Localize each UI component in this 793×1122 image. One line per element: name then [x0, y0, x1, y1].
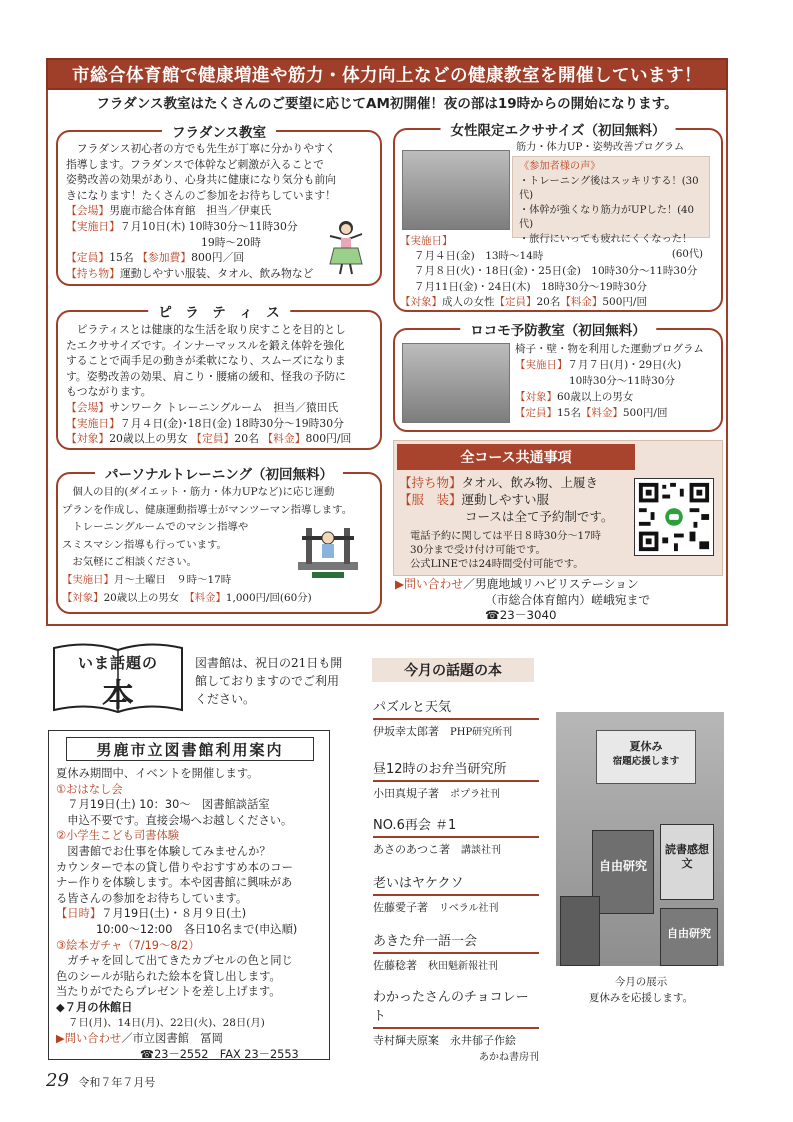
main-banner: 市総合体育館で健康増進や筋力・体力向上などの健康教室を開催しています！: [46, 58, 728, 90]
library-info-body: 夏休み期間中、イベントを開催します。 ①おはなし会 ７月19日(土) 10：30～ 図書館談話室 申込不要です。直接会場へお越しください。 ②小学生こども司書体験 図書館でお仕事を体験してみませんか？ カウンターで本の貸し借りやおすすめ本のコー ナー作りを体験します。本や図書館に興味があ る皆さんの参加をお待ちしています。 【日時】７月19日(土)・８月９日(土) 10:00～12:00 各日10名まで(申込順) ③絵本ガチャ（7/19～8/2） ガチャを回して出てきたカプセルの色と同じ 色のシールが貼られた絵本を貸し出します。 当たりがでたらプレゼントを差し上げます。 ◆７月の休館日 ７日(月)、14日(月)、22日(火)、28日(月) ▶問い合わせ／市立図書館 冨岡 ☎23－2552 FAX 23－2553: [56, 766, 328, 1062]
women-exercise-photo: [402, 150, 510, 230]
hula-dancer-illustration: [322, 218, 370, 276]
library-info-title: 男鹿市立図書館利用案内: [66, 737, 314, 761]
locomo-photo: [402, 343, 510, 423]
library-phone[interactable]: ☎23－2552 FAX 23－2553: [140, 1047, 299, 1061]
book-item: パズルと天気 伊坂幸太郎著 PHP研究所刊: [373, 696, 539, 758]
contact-label: ▶問い合わせ: [395, 577, 464, 591]
book-list: [373, 696, 539, 1063]
page-footer: [46, 1070, 155, 1091]
common-info-title: 全コース共通事項: [397, 444, 635, 470]
pilates-title: ピ ラ テ ィ ス: [148, 301, 290, 321]
women-program: 筋力・体力UP・姿勢改善プログラム: [516, 142, 685, 153]
hula-description: フラダンス初心者の方でも先生が丁寧に分かりやすく 指導します。フラダンスで体幹など刺激が入ることで 姿勢改善の効果があり、心身共に健康になり気分も前向 きになります！たくさんのご参加をお待ちしています！ 【会場】男鹿市総合体育館 担当／伊東氏 【実施日】７月10日(木) 10時30分～11時30分 19時～20時 【定員】15名 【参加費】800円／回 【持ち物】運動しやすい服装、タオル、飲み物など: [66, 142, 336, 280]
display-caption: 今月の展示 夏休みを応援します。: [588, 976, 694, 1004]
women-exercise-title: 女性限定エクササイズ（初回無料）: [441, 119, 676, 139]
women-exercise-details: 【実施日】 ７月４日(金) 13時～14時 ７月８日(火)・18日(金)・25日(金) 10時30分～11時30分 ７月11日(金)・24日(木) 18時30分～19時30分 【対象】成人の女性【定員】20名【料金】500円/回: [400, 235, 698, 308]
display-book-3: 自由研究: [660, 908, 718, 966]
personal-training-title: パーソナルトレーニング（初回無料）: [95, 463, 343, 483]
logo-top-text: いま話題の: [77, 654, 158, 672]
training-machine-illustration: [292, 522, 364, 584]
library-holiday-notice: 図書館は、祝日の21日も開 館しておりますのでご利用 ください。: [195, 656, 343, 706]
book-item: NO.6再会 ＃1 あさのあつこ著 講談社刊: [373, 814, 539, 872]
book-item: あきた弁一語一会 佐藤稔著 秋田魁新報社刊: [373, 930, 539, 986]
contact-phone[interactable]: ☎23－3040: [485, 608, 557, 622]
locomo-details: 椅子・壁・物を利用した運動プログラム 【実施日】７月７日(月)・29日(火) 10時30分～11時30分 【対象】60歳以上の男女 【定員】15名【料金】500円/回: [515, 343, 704, 419]
locomo-title: ロコモ予防教室（初回無料）: [460, 319, 656, 339]
display-sign: 夏休み 宿題応援します: [596, 730, 696, 784]
common-info-details: 【持ち物】タオル、飲み物、上履き 【服 装】運動しやすい服 コースは全て予約制です。: [399, 475, 614, 524]
personal-training-description: 個人の目的(ダイエット・筋力・体力UPなど)に応じ運動 プランを作成し、健康運動指導士がマンツーマン指導します。 トレーニングルームでのマシン指導や スミスマシン指導も行っています。 お気軽にご相談ください。 【実施日】月～土曜日 ９時～17時 【対象】20歳以上の男女 【料金】1,000円/回(60分): [62, 486, 353, 604]
display-book-1: 自由研究: [592, 830, 654, 914]
book-item: わかったさんのチョコレート 寺村輝夫原案 永井郁子作絵 あかね書房刊: [373, 990, 539, 1063]
issue-label: 令和７年７月号: [78, 1076, 156, 1089]
page-number: 29: [46, 1070, 69, 1091]
common-contact: ▶問い合わせ／男鹿地域リハビリステーション （市総合体育館内）嵯峨宛まで ☎23－3040: [395, 577, 721, 624]
line-qr-code[interactable]: [634, 478, 714, 556]
pilates-description: ピラティスとは健康的な生活を取り戻すことを目的とし たエクササイズです。インナーマッスルを鍛え体幹を強化 することで両手足の動きが柔軟になり、スムーズになりま す。姿勢改善の効果、肩こり・腰痛の緩和、怪我の予防に もつながります。 【会場】サンワーク トレーニングルーム 担当／猿田氏 【実施日】７月４日(金)･18日(金) 18時30分～19時30分 【対象】20歳以上の男女 【定員】20名 【料金】800円/回: [66, 323, 352, 446]
participant-voices: 《参加者様の声》 ・トレーニング後はスッキリする！(30代) ・体幹が強くなり筋力がUPした！(40代) ・旅行にいっても疲れにくくなった！ (60代): [512, 156, 710, 238]
display-photo: [556, 712, 724, 966]
hula-title: フラダンス教室: [162, 121, 276, 141]
common-info-notes: 電話予約に関しては平日８時30分～17時 30分まで受け付け可能です。 公式LINEでは24時間受付可能です。: [410, 530, 601, 570]
book-item: 老いはヤケクソ 佐藤愛子著 リベラル社刊: [373, 872, 539, 930]
book-item: 昼12時のお弁当研究所 小田真規子著 ポプラ社刊: [373, 758, 539, 814]
topical-books-logo: [48, 640, 188, 716]
logo-main-text: 本: [101, 676, 134, 714]
books-section-title: 今月の話題の本: [372, 658, 534, 682]
display-book-2: 読書感想文: [660, 824, 714, 900]
fitness-subheading: フラダンス教室はたくさんのご要望に応じてAM初開催！夜の部は19時からの開始になります。: [96, 96, 678, 112]
